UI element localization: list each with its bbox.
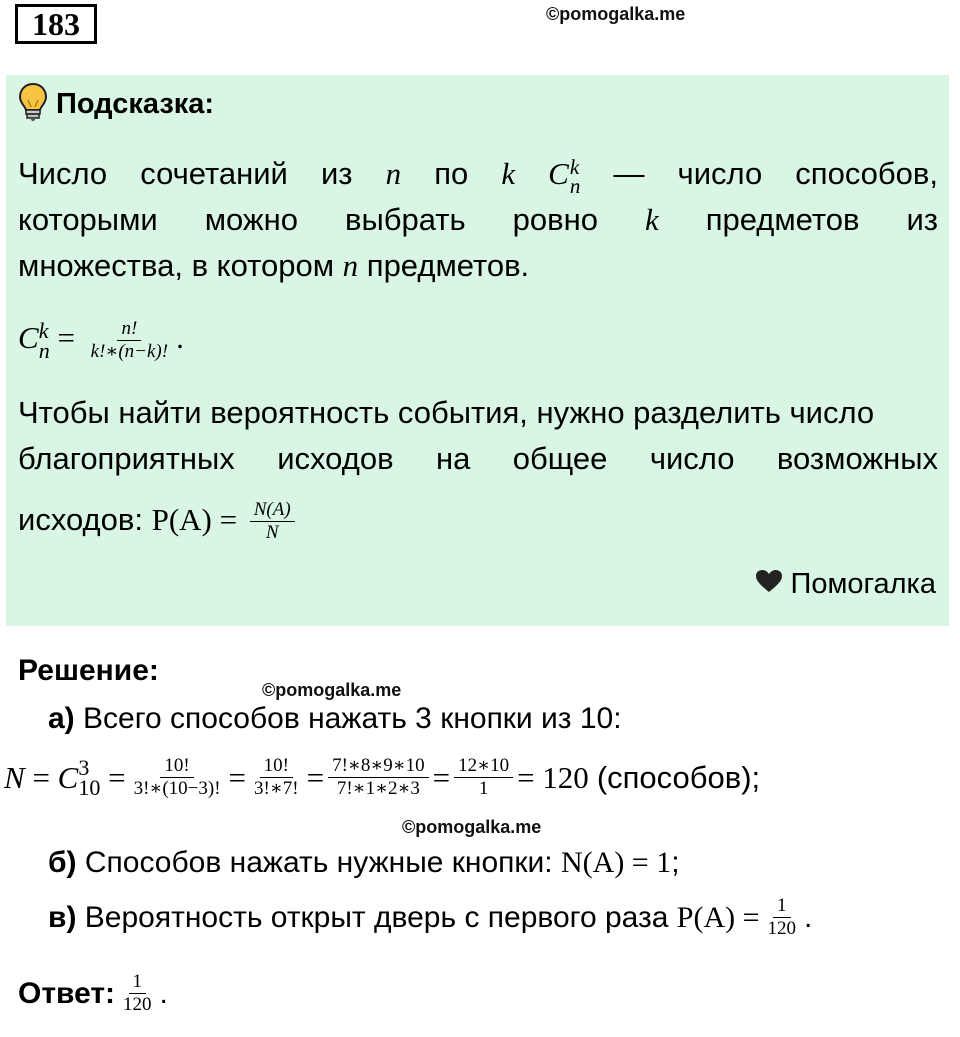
hint-paragraph-2-line-1: Чтобы найти вероятность события, нужно разделить число bbox=[18, 395, 875, 430]
hint-paragraph-2-line-2: благоприятных исходов на общее число возможных bbox=[18, 441, 938, 476]
word: можно bbox=[204, 202, 299, 237]
fraction-2: $\frac{10!}{3!∗7!}$ bbox=[254, 755, 299, 799]
formula-fraction: $\frac{n!}{k!∗(n-k)!}$ bbox=[90, 318, 169, 362]
solution-heading: Решение: bbox=[18, 654, 159, 687]
task-number: 183 bbox=[15, 4, 97, 44]
answer-fraction: $\frac{1}{120}$ bbox=[123, 971, 152, 1015]
probability-answer-fraction: $\frac{1}{120}$ bbox=[767, 895, 797, 939]
watermark: ©pomogalka.me bbox=[402, 817, 542, 837]
probability-fraction: $\frac{N(A)}{N}$ bbox=[250, 500, 295, 544]
fraction-3: $\frac{7!∗8∗9∗10}{7!∗1∗2∗3}$ bbox=[328, 756, 429, 800]
word: которыми bbox=[18, 202, 158, 237]
heart-icon bbox=[755, 568, 783, 601]
lightbulb-icon bbox=[18, 82, 48, 127]
hint-header bbox=[18, 82, 214, 126]
answer: Ответ: $\frac{1}{120}$ . bbox=[18, 971, 168, 1015]
hint-paragraph-2-line-3: исходов: P(A) = $\frac{N(A)}{N}$ bbox=[18, 490, 938, 550]
solution-part-b: б) Способов нажать нужные кнопки: N(A) = 1; bbox=[48, 846, 680, 879]
fraction-1: $\frac{10!}{3!∗(10-3)!}$ bbox=[133, 755, 221, 799]
hint-paragraph-1-line-2 bbox=[18, 197, 938, 243]
var-k: k bbox=[501, 156, 516, 191]
solution-part-a: а) Всего способов нажать 3 кнопки из 10: bbox=[48, 702, 622, 735]
word: Число bbox=[18, 156, 108, 191]
word: способов, bbox=[795, 156, 938, 191]
combination-symbol: C k n bbox=[548, 154, 581, 198]
hint-paragraph-1-line-3: множества, в котором n предметов. bbox=[18, 248, 530, 283]
word: из bbox=[320, 156, 353, 191]
hint-paragraph-1-line-1 bbox=[18, 151, 938, 197]
word: предметов bbox=[705, 202, 860, 237]
word: сочетаний bbox=[140, 156, 288, 191]
combination-formula: C k n = $\frac{n!}{k!∗(n-k)!}$ . bbox=[18, 317, 184, 363]
var-k: k bbox=[644, 202, 659, 237]
solution-equation: N = C 3 10 = $\frac{10!}{3!∗(10-3)!}$ = $\frac{10!}{3!∗7!}$ = $\frac{7!∗8∗9∗10}{7!∗1∗2∗3}$ = $\frac{12∗10}{1}$ = 120 (способов); bbox=[4, 754, 761, 800]
word: ровно bbox=[512, 202, 598, 237]
word: выбрать bbox=[345, 202, 466, 237]
word: из bbox=[906, 202, 938, 237]
dash: — bbox=[613, 156, 645, 191]
probability-lhs: P(A) = bbox=[151, 502, 238, 537]
word: число bbox=[677, 156, 763, 191]
hint-signature: Помогалка bbox=[755, 568, 936, 601]
word: по bbox=[434, 156, 469, 191]
watermark: ©pomogalka.me bbox=[262, 680, 402, 700]
watermark: ©pomogalka.me bbox=[546, 4, 686, 24]
solution-part-c: в) Вероятность открыт дверь с первого раза P(A) = $\frac{1}{120}$ . bbox=[48, 895, 813, 939]
var-n: n bbox=[385, 156, 402, 191]
fraction-4: $\frac{12∗10}{1}$ bbox=[454, 756, 513, 800]
hint-title: Подсказка: bbox=[56, 87, 215, 120]
var-n: n bbox=[342, 248, 359, 283]
